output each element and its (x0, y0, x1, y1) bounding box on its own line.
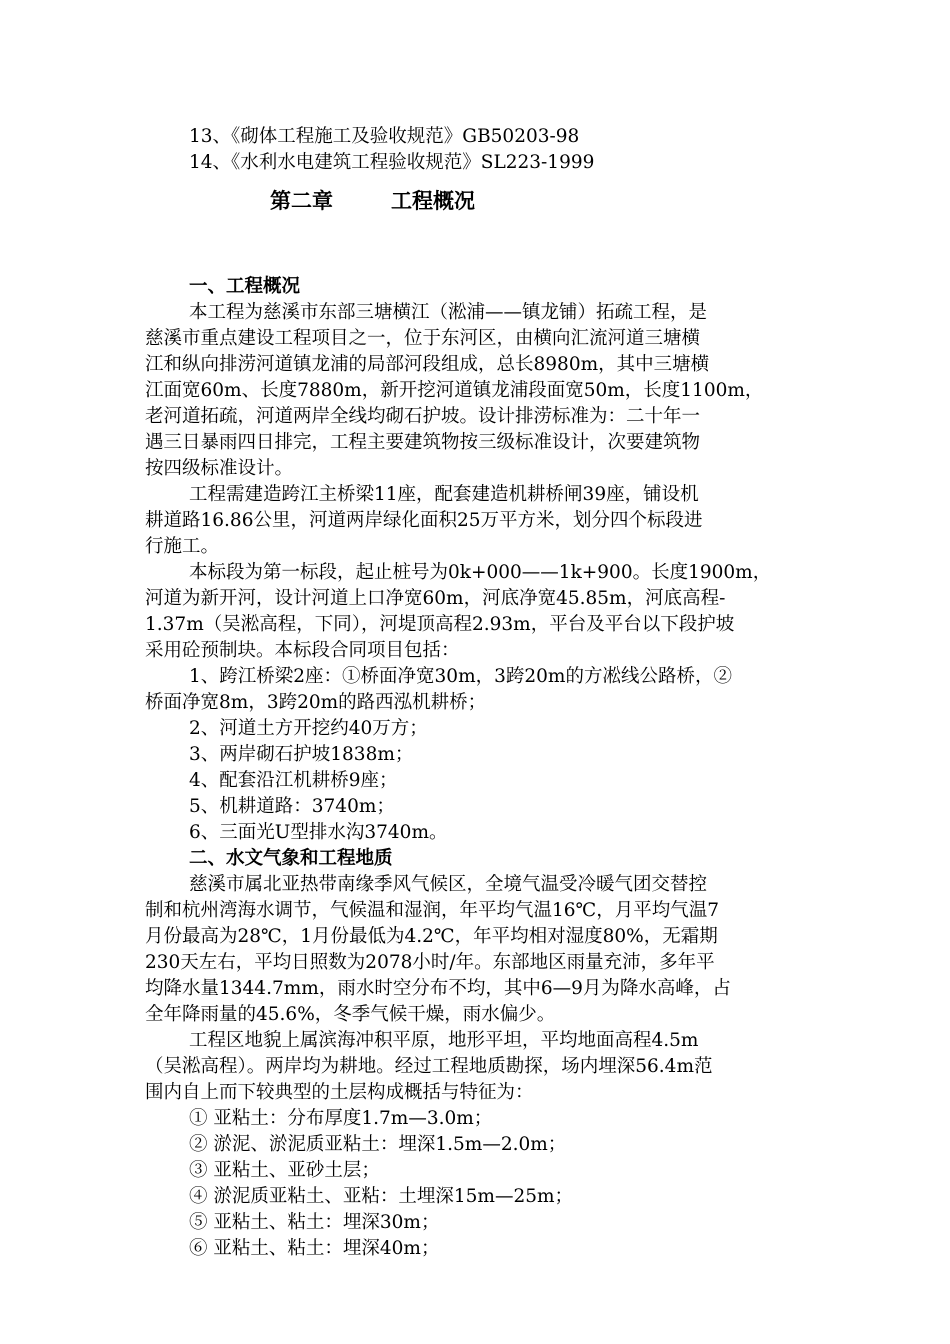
text-line: 月份最高为28℃，1月份最低为4.2℃，年平均相对湿度80%，无霜期 (145, 926, 718, 947)
text-line: 均降水量1344.7mm，雨水时空分布不均，其中6—9月为降水高峰，占 (145, 978, 731, 999)
text-line: 制和杭州湾海水调节，气候温和湿润，年平均气温16℃，月平均气温7 (145, 900, 720, 921)
contract-item-1 (145, 664, 813, 716)
text-line: 桥面净宽8m，3跨20m的路西泓机耕桥； (145, 692, 487, 713)
contract-item-4: 4、配套沿江机耕桥9座； (189, 770, 398, 791)
section-1-paragraph-2 (145, 482, 813, 560)
contract-item-5: 5、机耕道路：3740m； (189, 796, 395, 817)
text-line: 老河道拓疏，河道两岸全线均砌石护坡。设计排涝标准为：二十年一 (145, 406, 701, 427)
reference-13: 13、《砌体工程施工及验收规范》GB50203-98 (189, 126, 580, 147)
text-line: 行施工。 (145, 536, 220, 557)
chapter-number: 第二章 (270, 189, 333, 213)
text-line: 江面宽60m、长度7880m，新开挖河道镇龙浦段面宽50m，长度1100m， (145, 380, 764, 401)
contract-item-2: 2、河道土方开挖约40万方； (189, 718, 428, 739)
text-line: 江和纵向排涝河道镇龙浦的局部河段组成，总长8980m，其中三塘横 (145, 354, 710, 375)
soil-layer-2: ② 淤泥、淤泥质亚粘土：埋深1.5m—2.0m； (189, 1134, 567, 1155)
text-line: 围内自上而下较典型的土层构成概括与特征为： (145, 1082, 534, 1103)
soil-layer-1: ① 亚粘土：分布厚度1.7m—3.0m； (189, 1108, 493, 1129)
contract-item-3: 3、两岸砌石护坡1838m； (189, 744, 414, 765)
soil-layer-5: ⑤ 亚粘土、粘土：埋深30m； (189, 1212, 440, 1233)
text-line: 河道为新开河，设计河道上口净宽60m，河底净宽45.85m，河底高程- (145, 588, 726, 609)
soil-layer-6: ⑥ 亚粘土、粘土：埋深40m； (189, 1238, 440, 1259)
text-line: 耕道路16.86公里，河道两岸绿化面积25万平方米，划分四个标段进 (145, 510, 703, 531)
text-line: （吴淞高程）。两岸均为耕地。经过工程地质勘探，场内埋深56.4m范 (145, 1056, 713, 1077)
page-content (145, 124, 813, 1262)
section-1-paragraph-1 (145, 300, 813, 482)
section-1-heading: 一、工程概况 (189, 276, 301, 297)
text-line: 遇三日暴雨四日排完，工程主要建筑物按三级标准设计，次要建筑物 (145, 432, 701, 453)
section-2-paragraph-2 (145, 1028, 813, 1106)
text-line: 本工程为慈溪市东部三塘横江（淞浦——镇龙铺）拓疏工程，是 (189, 302, 708, 323)
text-line: 慈溪市重点建设工程项目之一，位于东河区，由横向汇流河道三塘横 (145, 328, 701, 349)
text-line: 1、跨江桥梁2座：①桥面净宽30m，3跨20m的方凇线公路桥，② (189, 666, 732, 687)
contract-item-6: 6、三面光U型排水沟3740m。 (189, 822, 448, 843)
text-line: 工程需建造跨江主桥梁11座，配套建造机耕桥闸39座，铺设机 (189, 484, 699, 505)
chapter-title (145, 186, 813, 216)
reference-14: 14、《水利水电建筑工程验收规范》SL223-1999 (189, 152, 595, 173)
soil-layer-4: ④ 淤泥质亚粘土、亚粘：土埋深15m—25m； (189, 1186, 574, 1207)
text-line: 本标段为第一标段，起止桩号为0k+000——1k+900。长度1900m， (189, 562, 772, 583)
text-line: 全年降雨量的45.6%，冬季气候干燥，雨水偏少。 (145, 1004, 556, 1025)
text-line: 按四级标准设计。 (145, 458, 294, 479)
chapter-name: 工程概况 (391, 189, 475, 213)
text-line: 1.37m（吴淞高程，下同），河堤顶高程2.93m，平台及平台以下段护坡 (145, 614, 735, 635)
text-line: 慈溪市属北亚热带南缘季风气候区，全境气温受冷暖气团交替控 (189, 874, 708, 895)
section-2-heading: 二、水文气象和工程地质 (189, 848, 393, 869)
section-1-paragraph-3 (145, 560, 813, 664)
text-line: 230天左右，平均日照数为2078小时/年。东部地区雨量充沛，多年平 (145, 952, 715, 973)
text-line: 采用砼预制块。本标段合同项目包括： (145, 640, 460, 661)
section-2-paragraph-1 (145, 872, 813, 1028)
soil-layer-3: ③ 亚粘土、亚砂土层； (189, 1160, 380, 1181)
text-line: 工程区地貌上属滨海冲积平原，地形平坦，平均地面高程4.5m (189, 1030, 699, 1051)
